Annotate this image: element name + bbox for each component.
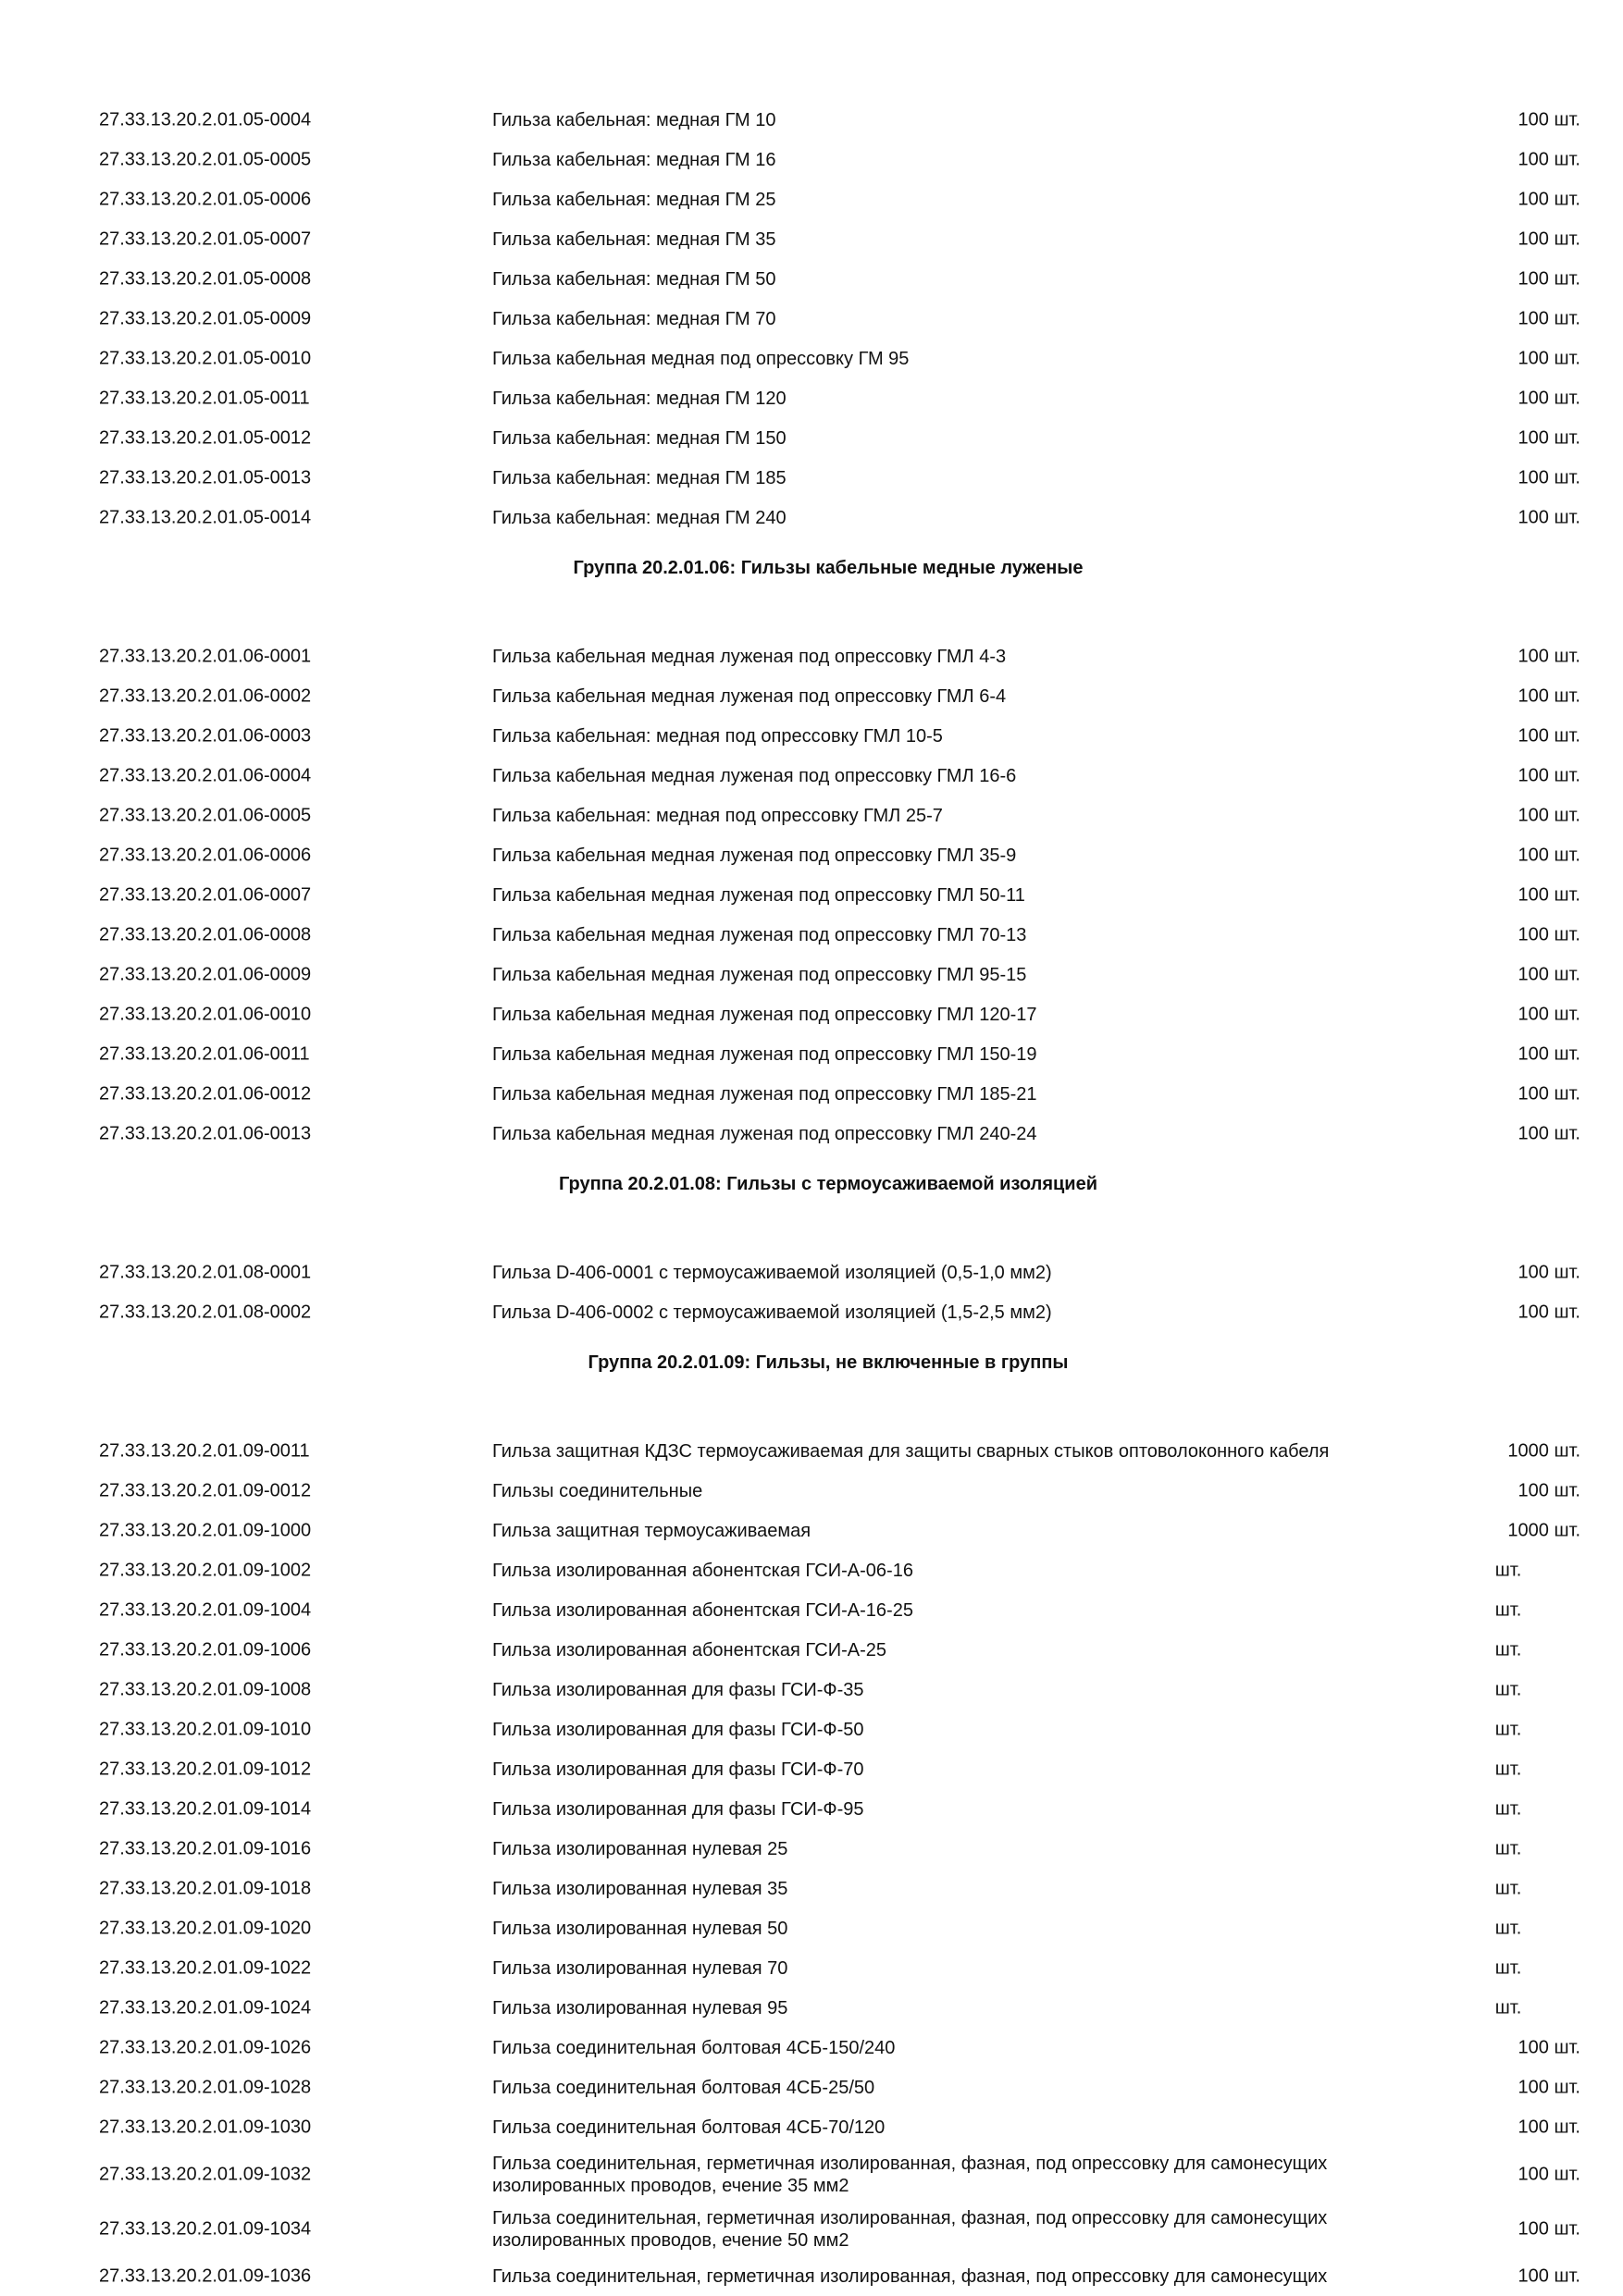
table-row (0, 1074, 1623, 1114)
item-name: Гильза кабельная: медная ГМ 120 (492, 388, 787, 409)
table-row (0, 1590, 1623, 1630)
item-unit: 100 шт. (1518, 725, 1580, 746)
item-code: 27.33.13.20.2.01.05-0012 (99, 427, 312, 448)
item-name: Гильза кабельная медная луженая под опрессовку ГМЛ 70-13 (492, 924, 1027, 945)
item-unit: 1000 шт. (1507, 1440, 1580, 1461)
item-code: 27.33.13.20.2.01.09-1010 (99, 1719, 312, 1739)
item-code: 27.33.13.20.2.01.05-0007 (99, 228, 312, 249)
item-name: Гильза кабельная медная под опрессовку ГМ 95 (492, 348, 910, 369)
table-row (0, 1749, 1623, 1789)
item-code: 27.33.13.20.2.01.09-1022 (99, 1957, 312, 1978)
item-name: Гильзы соединительные (492, 1480, 703, 1501)
item-code: 27.33.13.20.2.01.06-0013 (99, 1123, 312, 1143)
item-code: 27.33.13.20.2.01.06-0003 (99, 725, 312, 746)
item-unit: 100 шт. (1518, 805, 1580, 825)
item-unit: 100 шт. (1518, 2164, 1580, 2184)
item-code: 27.33.13.20.2.01.09-1002 (99, 1560, 312, 1580)
table-row (0, 1550, 1623, 1590)
item-code: 27.33.13.20.2.01.09-1026 (99, 2037, 312, 2057)
item-name: Гильза изолированная нулевая 35 (492, 1878, 788, 1899)
item-name: Гильза кабельная медная луженая под опрессовку ГМЛ 150-19 (492, 1043, 1037, 1065)
item-name: Гильза изолированная нулевая 50 (492, 1918, 788, 1939)
item-code: 27.33.13.20.2.01.05-0005 (99, 149, 312, 169)
item-name: Гильза изолированная абонентская ГСИ-А-25 (492, 1639, 887, 1660)
item-name: Гильза кабельная: медная под опрессовку ГМЛ 25-7 (492, 805, 943, 826)
item-code: 27.33.13.20.2.01.06-0012 (99, 1083, 312, 1104)
item-unit: 100 шт. (1518, 268, 1580, 289)
item-code: 27.33.13.20.2.01.08-0001 (99, 1262, 312, 1282)
item-unit: 100 шт. (1518, 1480, 1580, 1500)
item-code: 27.33.13.20.2.01.05-0013 (99, 467, 312, 488)
item-name: Гильза кабельная медная луженая под опрессовку ГМЛ 185-21 (492, 1083, 1037, 1105)
table-row (0, 1511, 1623, 1550)
table-row (0, 1908, 1623, 1948)
item-unit: 100 шт. (1518, 427, 1580, 448)
item-code: 27.33.13.20.2.01.06-0008 (99, 924, 312, 944)
table-row (0, 994, 1623, 1034)
item-name: Гильза кабельная: медная ГМ 25 (492, 189, 776, 210)
table-row (0, 259, 1623, 299)
item-name: Гильза кабельная: медная ГМ 10 (492, 109, 776, 130)
item-name: Гильза кабельная: медная ГМ 70 (492, 308, 776, 329)
table-row (0, 458, 1623, 498)
item-code: 27.33.13.20.2.01.09-1034 (99, 2218, 312, 2239)
item-code: 27.33.13.20.2.01.06-0007 (99, 884, 312, 905)
item-name: Гильза изолированная абонентская ГСИ-А-06-16 (492, 1560, 913, 1581)
item-unit: 100 шт. (1518, 507, 1580, 527)
table-row (0, 1114, 1623, 1154)
group-heading (0, 1154, 1623, 1253)
item-unit: 100 шт. (1518, 228, 1580, 249)
item-name: Гильза изолированная нулевая 95 (492, 1997, 788, 2018)
item-unit: 100 шт. (1518, 109, 1580, 130)
group-heading-text: Группа 20.2.01.06: Гильзы кабельные медные луженые (573, 558, 1084, 578)
item-unit: 100 шт. (1518, 149, 1580, 169)
item-code: 27.33.13.20.2.01.09-1032 (99, 2164, 312, 2184)
item-code: 27.33.13.20.2.01.05-0004 (99, 109, 312, 130)
table-row (0, 2028, 1623, 2068)
item-name: Гильза кабельная медная луженая под опрессовку ГМЛ 4-3 (492, 646, 1007, 667)
table-row (0, 796, 1623, 835)
item-code: 27.33.13.20.2.01.05-0011 (99, 388, 310, 408)
item-name: Гильза изолированная для фазы ГСИ-Ф-50 (492, 1719, 864, 1740)
item-unit: 100 шт. (1518, 964, 1580, 984)
item-unit: шт. (1494, 1918, 1522, 1938)
item-code: 27.33.13.20.2.01.06-0001 (99, 646, 312, 666)
item-code: 27.33.13.20.2.01.09-1016 (99, 1838, 312, 1858)
item-unit: шт. (1494, 1599, 1522, 1620)
table-row (0, 676, 1623, 716)
item-unit: шт. (1494, 1679, 1522, 1699)
item-unit: 100 шт. (1518, 1083, 1580, 1104)
table-row (0, 339, 1623, 378)
table-row (0, 2107, 1623, 2147)
table-row (0, 1869, 1623, 1908)
item-unit: шт. (1494, 1639, 1522, 1660)
item-unit: 100 шт. (1518, 2265, 1580, 2286)
item-code: 27.33.13.20.2.01.09-1028 (99, 2077, 312, 2097)
item-unit: 100 шт. (1518, 308, 1580, 328)
item-unit: 100 шт. (1518, 884, 1580, 905)
item-code: 27.33.13.20.2.01.06-0010 (99, 1004, 312, 1024)
item-unit: шт. (1494, 1997, 1522, 2018)
item-name: Гильза D-406-0001 с термоусаживаемой изоляцией (0,5-1,0 мм2) (492, 1262, 1052, 1283)
item-unit: 100 шт. (1518, 1302, 1580, 1322)
item-code: 27.33.13.20.2.01.09-1018 (99, 1878, 312, 1898)
item-name: Гильза кабельная медная луженая под опрессовку ГМЛ 6-4 (492, 685, 1007, 707)
item-unit: 100 шт. (1518, 685, 1580, 706)
item-code: 27.33.13.20.2.01.09-1000 (99, 1520, 312, 1540)
item-code: 27.33.13.20.2.01.09-1006 (99, 1639, 312, 1660)
item-name: Гильза кабельная: медная ГМ 150 (492, 427, 787, 449)
item-name: Гильза кабельная: медная ГМ 240 (492, 507, 787, 528)
group-heading (0, 537, 1623, 636)
table-row (0, 299, 1623, 339)
item-name: Гильза изолированная для фазы ГСИ-Ф-95 (492, 1798, 864, 1820)
item-unit: шт. (1494, 1759, 1522, 1779)
table-row (0, 636, 1623, 676)
table-row (0, 1670, 1623, 1710)
item-code: 27.33.13.20.2.01.05-0010 (99, 348, 312, 368)
item-unit: 100 шт. (1518, 2077, 1580, 2097)
item-name: Гильза кабельная медная луженая под опрессовку ГМЛ 35-9 (492, 845, 1017, 866)
item-unit: шт. (1494, 1719, 1522, 1739)
item-unit: 1000 шт. (1507, 1520, 1580, 1540)
item-code: 27.33.13.20.2.01.05-0009 (99, 308, 312, 328)
item-code: 27.33.13.20.2.01.06-0005 (99, 805, 312, 825)
item-name: Гильза соединительная, герметичная изолированная, фазная, под опрессовку для самонесущих изолированных проводов, ечение 50 мм2 (492, 2207, 1328, 2251)
table-row (0, 1034, 1623, 1074)
item-code: 27.33.13.20.2.01.09-1004 (99, 1599, 312, 1620)
item-name: Гильза соединительная болтовая 4СБ-150/240 (492, 2037, 896, 2058)
item-name: Гильза D-406-0002 с термоусаживаемой изоляцией (1,5-2,5 мм2) (492, 1302, 1052, 1323)
item-unit: шт. (1494, 1798, 1522, 1819)
table-row (0, 1471, 1623, 1511)
item-unit: шт. (1494, 1560, 1522, 1580)
item-name: Гильза кабельная: медная ГМ 50 (492, 268, 776, 290)
table-row (0, 915, 1623, 955)
item-name: Гильза кабельная: медная ГМ 185 (492, 467, 787, 488)
item-code: 27.33.13.20.2.01.09-0012 (99, 1480, 312, 1500)
table-row (0, 2202, 1623, 2256)
item-code: 27.33.13.20.2.01.09-1030 (99, 2117, 312, 2137)
item-unit: 100 шт. (1518, 1123, 1580, 1143)
table-row (0, 1710, 1623, 1749)
item-code: 27.33.13.20.2.01.05-0008 (99, 268, 312, 289)
table-row (0, 219, 1623, 259)
item-code: 27.33.13.20.2.01.08-0002 (99, 1302, 312, 1322)
item-unit: 100 шт. (1518, 845, 1580, 865)
table-row (0, 875, 1623, 915)
item-unit: шт. (1494, 1838, 1522, 1858)
item-code: 27.33.13.20.2.01.09-1012 (99, 1759, 312, 1779)
item-code: 27.33.13.20.2.01.05-0006 (99, 189, 312, 209)
table-row (0, 1829, 1623, 1869)
item-unit: 100 шт. (1518, 1262, 1580, 1282)
table-row (0, 1431, 1623, 1471)
table-row (0, 1789, 1623, 1829)
table-row (0, 1630, 1623, 1670)
item-name: Гильза кабельная медная луженая под опрессовку ГМЛ 50-11 (492, 884, 1025, 906)
item-code: 27.33.13.20.2.01.09-1014 (99, 1798, 312, 1819)
item-name: Гильза изолированная нулевая 25 (492, 1838, 788, 1859)
item-name: Гильза изолированная нулевая 70 (492, 1957, 788, 1979)
item-code: 27.33.13.20.2.01.06-0009 (99, 964, 312, 984)
group-heading (0, 1332, 1623, 1431)
item-code: 27.33.13.20.2.01.09-0011 (99, 1440, 310, 1461)
table-row (0, 1253, 1623, 1292)
table-row (0, 835, 1623, 875)
table-row (0, 1988, 1623, 2028)
item-unit: 100 шт. (1518, 1043, 1580, 1064)
item-unit: 100 шт. (1518, 2117, 1580, 2137)
item-name: Гильза соединительная болтовая 4СБ-25/50 (492, 2077, 875, 2098)
table-row (0, 179, 1623, 219)
table-row (0, 1292, 1623, 1332)
item-name: Гильза соединительная болтовая 4СБ-70/120 (492, 2117, 886, 2138)
item-name: Гильза кабельная: медная под опрессовку ГМЛ 10-5 (492, 725, 943, 747)
item-name: Гильза защитная термоусаживаемая (492, 1520, 812, 1541)
item-unit: шт. (1494, 1957, 1522, 1978)
item-name: Гильза кабельная: медная ГМ 35 (492, 228, 776, 250)
item-code: 27.33.13.20.2.01.06-0004 (99, 765, 312, 785)
item-unit: 100 шт. (1518, 1004, 1580, 1024)
item-name: Гильза соединительная, герметичная изолированная, фазная, под опрессовку для самонесущих изолированных проводов, ечение 35 мм2 (492, 2153, 1328, 2196)
item-unit: 100 шт. (1518, 467, 1580, 488)
item-unit: 100 шт. (1518, 646, 1580, 666)
item-name: Гильза защитная КДЗС термоусаживаемая для защиты сварных стыков оптоволоконного кабеля (492, 1440, 1330, 1462)
table-row (0, 1948, 1623, 1988)
table-row (0, 100, 1623, 140)
table-row (0, 378, 1623, 418)
item-unit: 100 шт. (1518, 2218, 1580, 2239)
table-row (0, 498, 1623, 537)
table-row (0, 2147, 1623, 2202)
table-row (0, 140, 1623, 179)
item-name: Гильза кабельная медная луженая под опрессовку ГМЛ 120-17 (492, 1004, 1037, 1025)
item-code: 27.33.13.20.2.01.09-1024 (99, 1997, 312, 2018)
item-name: Гильза кабельная: медная ГМ 16 (492, 149, 776, 170)
table-row (0, 955, 1623, 994)
item-unit: 100 шт. (1518, 189, 1580, 209)
item-code: 27.33.13.20.2.01.06-0002 (99, 685, 312, 706)
group-heading-text: Группа 20.2.01.08: Гильзы с термоусаживаемой изоляцией (558, 1174, 1098, 1194)
item-name: Гильза кабельная медная луженая под опрессовку ГМЛ 95-15 (492, 964, 1027, 985)
item-unit: 100 шт. (1518, 388, 1580, 408)
item-unit: 100 шт. (1518, 765, 1580, 785)
item-name: Гильза изолированная абонентская ГСИ-А-16-25 (492, 1599, 913, 1621)
table-row (0, 2256, 1623, 2296)
price-list-document (0, 100, 1623, 2296)
item-code: 27.33.13.20.2.01.09-1036 (99, 2265, 312, 2286)
item-name: Гильза соединительная, герметичная изолированная, фазная, под опрессовку для самонесущих (492, 2265, 1328, 2287)
item-unit: шт. (1494, 1878, 1522, 1898)
item-unit: 100 шт. (1518, 348, 1580, 368)
item-name: Гильза кабельная медная луженая под опрессовку ГМЛ 16-6 (492, 765, 1017, 786)
table-row (0, 756, 1623, 796)
item-name: Гильза изолированная для фазы ГСИ-Ф-35 (492, 1679, 864, 1700)
item-code: 27.33.13.20.2.01.06-0011 (99, 1043, 310, 1064)
item-code: 27.33.13.20.2.01.06-0006 (99, 845, 312, 865)
item-name: Гильза изолированная для фазы ГСИ-Ф-70 (492, 1759, 864, 1780)
item-code: 27.33.13.20.2.01.09-1008 (99, 1679, 312, 1699)
item-unit: 100 шт. (1518, 2037, 1580, 2057)
item-code: 27.33.13.20.2.01.05-0014 (99, 507, 312, 527)
table-row (0, 418, 1623, 458)
group-heading-text: Группа 20.2.01.09: Гильзы, не включенные в группы (588, 1352, 1069, 1373)
item-code: 27.33.13.20.2.01.09-1020 (99, 1918, 312, 1938)
table-row (0, 2068, 1623, 2107)
item-unit: 100 шт. (1518, 924, 1580, 944)
table-row (0, 716, 1623, 756)
item-name: Гильза кабельная медная луженая под опрессовку ГМЛ 240-24 (492, 1123, 1037, 1144)
